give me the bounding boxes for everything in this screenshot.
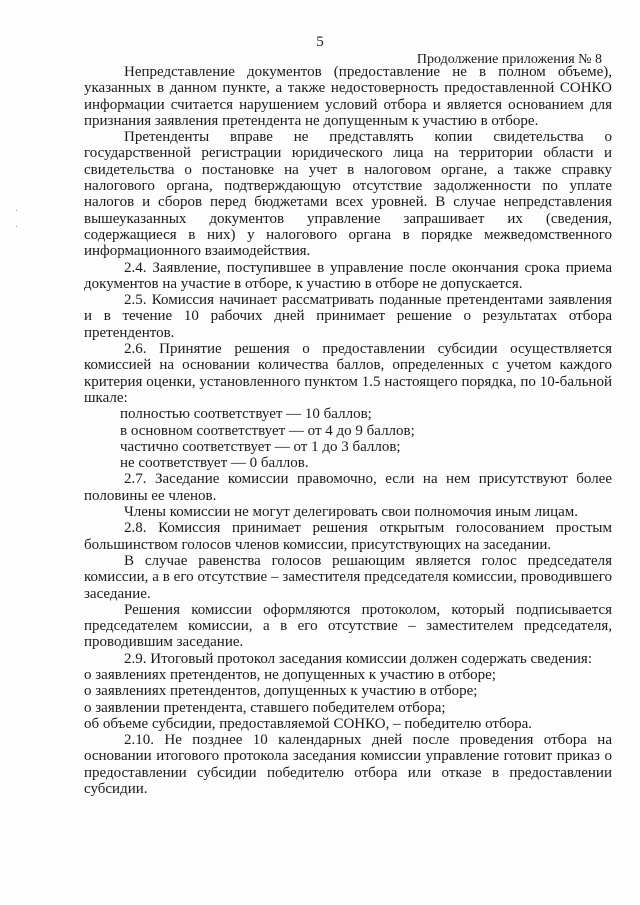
scale-list-item: в основном соответствует — от 4 до 9 баллов; [120, 422, 415, 439]
appendix-note: Продолжение приложения № 8 [416, 52, 602, 67]
scale-list-item: не соответствует — 0 баллов. [120, 455, 309, 472]
document-body [84, 64, 612, 797]
scan-speck [16, 210, 17, 211]
paragraph: В случае равенства голосов решающим является голос председателя комиссии, а в его отсутствие – заместителя председателя комиссии, проводившего заседание. [84, 552, 612, 602]
protocol-list-item: о заявлении претендента, ставшего победителем отбора; [84, 699, 446, 716]
paragraph: 2.10. Не позднее 10 календарных дней после проведения отбора на основании итогового протокола заседания комиссии управление готовит приказ о предоставлении субсидии победителю отбора или отказе в предоставлении субсидии. [84, 732, 612, 798]
paragraph: 2.5. Комиссия начинает рассматривать поданные претендентами заявления и в течение 10 рабочих дней принимает решение о результатах отбора претендентов. [84, 292, 612, 341]
scale-list-item: частично соответствует — от 1 до 3 баллов; [120, 438, 401, 455]
protocol-list-item: о заявлениях претендентов, не допущенных к участию в отборе; [84, 666, 496, 683]
paragraph: 2.7. Заседание комиссии правомочно, если на нем присутствуют более половины ее членов. [84, 471, 612, 504]
paragraph: 2.4. Заявление, поступившее в управление после окончания срока приема документов на участие в отборе, к участию в отборе не допускается. [84, 259, 612, 292]
paragraph: 2.9. Итоговый протокол заседания комиссии должен содержать сведения: [124, 650, 593, 667]
paragraph: Решения комиссии оформляются протоколом, который подписывается председателем комиссии, а в его отсутствие – заместителем председателя, проводившим заседание. [84, 601, 612, 651]
paragraph: Непредставление документов (предоставление не в полном объеме), указанных в данном пункте, а также недостоверность предоставленной СОНКО информации считается нарушением условий отбора и является основанием для признания заявления претендента не допущенным к участию в отборе. [84, 64, 612, 129]
paragraph: 2.8. Комиссия принимает решения открытым голосованием простым большинством голосов членов комиссии, присутствующих на заседании. [84, 520, 612, 553]
scale-list-item: полностью соответствует — 10 баллов; [120, 406, 372, 423]
page-number: 5 [316, 34, 324, 50]
scan-speck [16, 226, 17, 227]
paragraph: Члены комиссии не могут делегировать свои полномочия иным лицам. [124, 504, 579, 521]
paragraph: 2.6. Принятие решения о предоставлении субсидии осуществляется комиссией на основании количества баллов, определенных с учетом каждого критерия оценки, установленного пунктом 1.5 настоящего порядка, по 10-бальной шкале: [84, 341, 612, 406]
protocol-list-item: о заявлениях претендентов, допущенных к участию в отборе; [84, 683, 478, 700]
paragraph: Претенденты вправе не представлять копии свидетельства о государственной регистрации юридического лица на территории области и свидетельства о постановке на учет в налоговом органе, а также справку налогового органа, подтверждающую отсутствие задолженности по уплате налогов и сборов перед бюджетами всех уровней. В случае непредставления вышеуказанных документов управление запрашивает их (сведения, содержащиеся в них) у налогового органа в порядке межведомственного информационного взаимодействия. [84, 129, 612, 260]
protocol-list-item: об объеме субсидии, предоставляемой СОНКО, – победителю отбора. [84, 715, 532, 732]
